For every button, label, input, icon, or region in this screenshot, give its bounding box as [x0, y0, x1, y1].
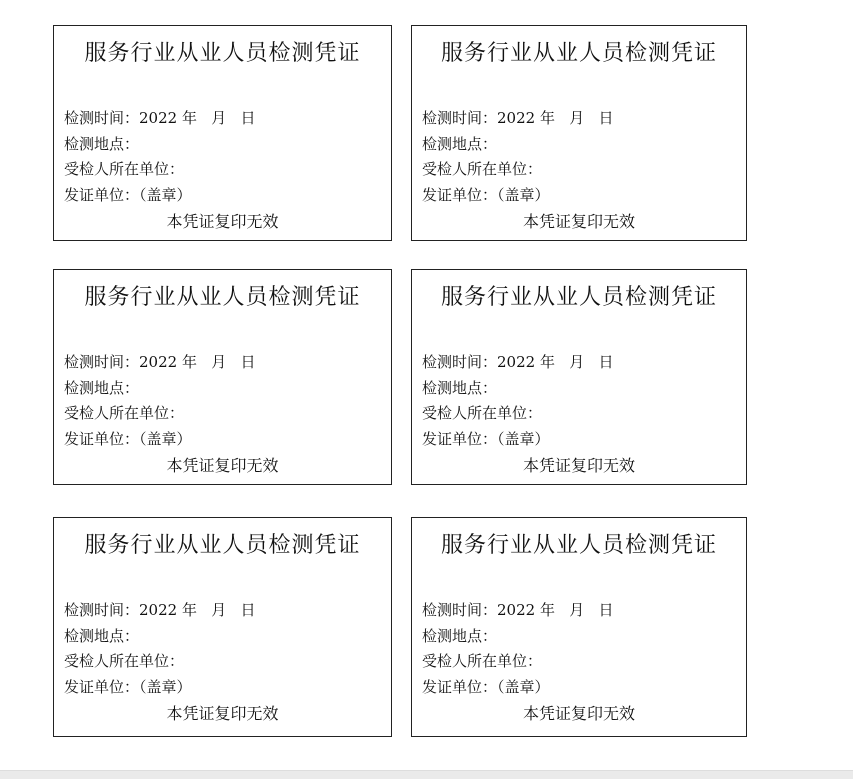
issuer-field: 发证单位：（盖章） — [422, 186, 550, 204]
test-location-field: 检测地点： — [422, 135, 498, 153]
copy-invalid-note: 本凭证复印无效 — [522, 704, 635, 723]
test-location-field: 检测地点： — [64, 135, 140, 153]
copy-invalid-note: 本凭证复印无效 — [166, 704, 279, 723]
employer-field: 受检人所在单位： — [422, 652, 543, 670]
copy-invalid-note: 本凭证复印无效 — [522, 456, 635, 475]
certificate-title: 服务行业从业人员检测凭证 — [84, 285, 361, 310]
issuer-field: 发证单位：（盖章） — [64, 430, 192, 448]
certificate-card — [411, 269, 747, 485]
copy-invalid-note: 本凭证复印无效 — [522, 212, 635, 231]
test-time-field: 检测时间：2022 年 月 日 — [64, 109, 256, 127]
issuer-field: 发证单位：（盖章） — [422, 678, 550, 696]
issuer-field: 发证单位：（盖章） — [64, 678, 192, 696]
employer-field: 受检人所在单位： — [64, 652, 185, 670]
certificate-card — [53, 25, 392, 241]
employer-field: 受检人所在单位： — [422, 404, 543, 422]
copy-invalid-note: 本凭证复印无效 — [166, 212, 279, 231]
certificate-card — [411, 25, 747, 241]
issuer-field: 发证单位：（盖章） — [422, 430, 550, 448]
employer-field: 受检人所在单位： — [64, 160, 185, 178]
test-time-field: 检测时间：2022 年 月 日 — [64, 353, 256, 371]
test-time-field: 检测时间：2022 年 月 日 — [422, 601, 614, 619]
certificate-card — [53, 269, 392, 485]
certificate-title: 服务行业从业人员检测凭证 — [440, 285, 717, 310]
certificate-title: 服务行业从业人员检测凭证 — [84, 41, 361, 66]
certificate-card — [411, 517, 747, 737]
test-location-field: 检测地点： — [422, 627, 498, 645]
certificate-title: 服务行业从业人员检测凭证 — [440, 533, 717, 558]
certificate-card — [53, 517, 392, 737]
employer-field: 受检人所在单位： — [64, 404, 185, 422]
page-bottom-edge — [0, 770, 853, 779]
test-time-field: 检测时间：2022 年 月 日 — [422, 109, 614, 127]
test-location-field: 检测地点： — [64, 627, 140, 645]
certificate-title: 服务行业从业人员检测凭证 — [84, 533, 361, 558]
certificate-title: 服务行业从业人员检测凭证 — [440, 41, 717, 66]
copy-invalid-note: 本凭证复印无效 — [166, 456, 279, 475]
test-location-field: 检测地点： — [64, 379, 140, 397]
issuer-field: 发证单位：（盖章） — [64, 186, 192, 204]
test-time-field: 检测时间：2022 年 月 日 — [64, 601, 256, 619]
employer-field: 受检人所在单位： — [422, 160, 543, 178]
test-location-field: 检测地点： — [422, 379, 498, 397]
test-time-field: 检测时间：2022 年 月 日 — [422, 353, 614, 371]
